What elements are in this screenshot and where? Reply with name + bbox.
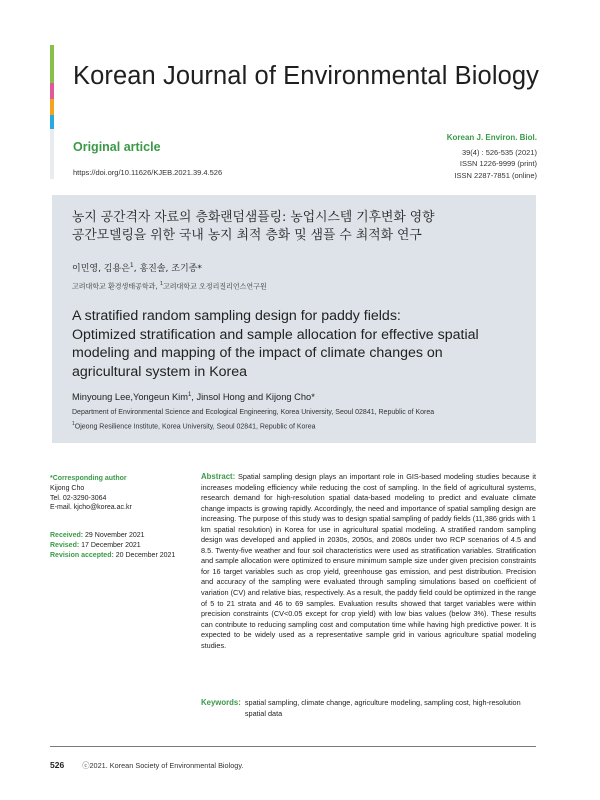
page-number: 526 [50,760,65,770]
keywords [201,698,536,719]
english-authors-b: , Jinsol Hong and Kijong Cho* [191,392,315,403]
korean-authors-sup: 1 [129,262,134,269]
korean-authors [72,261,202,274]
english-affil-sup: 1 [72,420,75,427]
abstract [201,472,536,651]
corresponding-author-tel: Tel. 02-3290-3064 [50,494,107,502]
accepted-label: Revision accepted: [50,551,114,559]
english-title-line-4: agricultural system in Korea [72,363,248,380]
issn-print: ISSN 1226-9999 (print) [459,159,537,168]
corresponding-author-label: *Corresponding author [50,475,127,482]
korean-title [72,209,435,245]
korean-affiliations [72,281,267,291]
korean-authors-a: 이민영, 김용은 [72,264,130,274]
english-title-line-2: Optimized stratification and sample allocation for effective spatial [72,326,479,343]
journal-meta [447,132,537,181]
article-dates [50,531,190,560]
korean-affil-a: 고려대학교 환경생태공학과, [72,282,160,291]
korean-title-line-1: 농지 공간격자 자료의 층화랜덤샘플링: 농업시스템 기후변화 영향 [72,210,435,225]
english-authors-sup: 1 [187,392,192,398]
keywords-label: Keywords: [201,698,241,707]
footer-divider [50,746,536,747]
journal-abbreviation: Korean J. Environ. Biol. [446,133,537,142]
english-affil-line-2: Ojeong Resilience Institute, Korea University, Seoul 02841, Republic of Korea [74,422,316,430]
received-label: Received: [50,532,84,540]
article-sidebar [50,474,190,561]
english-affil-line-1: Department of Environmental Science and Ecological Engineering, Korea University, Seoul 02841, Republic of Korea [72,409,435,416]
english-authors-a: Minyoung Lee,Yongeun Kim [72,392,188,403]
korean-affil-sup: 1 [159,281,164,287]
korean-title-line-2: 공간모델링을 위한 국내 농지 최적 층화 및 샘플 수 최적화 연구 [72,228,422,243]
abstract-text: Spatial sampling design plays an important role in GIS-based modeling studies because it increases modeling efficiency while reducing the cost of sampling. In the field of agricultural systems, research demand for high-resolution spatial data-based modeling to predict and evaluate climate change impacts is growing rapidly. Accordingly, the need and importance of spatial sampling design are increasing. The purpose of this study was to design spatial sampling of paddy fields (11,386 grids with 1 km spatial resolution) in Korea for use in agricultural spatial modeling. A stratified random sampling design was developed and applied in 2030s, 2050s, and 2080s under two RCP scenarios of 4.5 and 8.5. Twenty-five weather and four soil characteristics were used as stratification variables. Stratification and sample allocation were optimized to ensure minimum sample size under given precision constraints for 16 target variables such as crop yield, greenhouse gas emission, and pest distribution. Precision and accuracy of the sampling were evaluated through sampling simulations based on coefficient of variation (CV) and relative bias, respectively. As a result, the paddy field could be optimized in the range of 5 to 21 strata and 46 to 69 samples. Evaluation results showed that target variables were within precision constraints (CV<0.05 except for crop yield) with low bias values (below 3%). These results can contribute to reducing sampling cost and computation time while having high predictive power. It is expected to be widely used as a representative sample grid in various agriculture spatial modeling studies. [201,472,537,650]
accent-bar-light [50,129,54,179]
revised-label: Revised: [50,541,80,549]
doi-link[interactable]: https://doi.org/10.11626/KJEB.2021.39.4.526 [73,168,223,177]
received-date: 29 November 2021 [85,532,145,540]
page-footer [50,760,244,771]
abstract-label: Abstract: [201,472,236,481]
corresponding-author-name: Kijong Cho [50,484,85,492]
revised-date: 17 December 2021 [81,541,141,549]
accepted-date: 20 December 2021 [115,551,176,559]
keywords-text: spatial sampling, climate change, agriculture modeling, sampling cost, high-resolution spatial data [244,698,521,718]
issn-online: ISSN 2287-7851 (online) [454,170,537,180]
english-title [72,307,532,381]
accent-bar-blue [50,115,54,129]
accent-bar-green [50,45,54,83]
english-authors [72,392,315,402]
english-title-line-3: modeling and mapping of the impact of climate changes on [72,345,443,361]
copyright: ⓒ2021. Korean Society of Environmental Biology. [82,761,244,770]
accent-bar-orange [50,99,54,115]
english-affiliations [72,408,434,432]
title-block [52,195,536,443]
corresponding-author-email[interactable]: E-mail. kjcho@korea.ac.kr [50,504,132,512]
korean-authors-b: , 홍진솔, 조기종* [133,264,202,274]
english-title-line-1: A stratified random sampling design for paddy fields: [72,308,401,324]
accent-bar-pink [50,83,54,99]
journal-title: Korean Journal of Environmental Biology [73,62,539,90]
volume-pages: 39(4) : 526-535 (2021) [461,147,537,157]
korean-affil-b: 고려대학교 오정리질리언스연구원 [163,282,267,291]
article-type-label: Original article [73,140,161,154]
article-type [73,140,161,154]
